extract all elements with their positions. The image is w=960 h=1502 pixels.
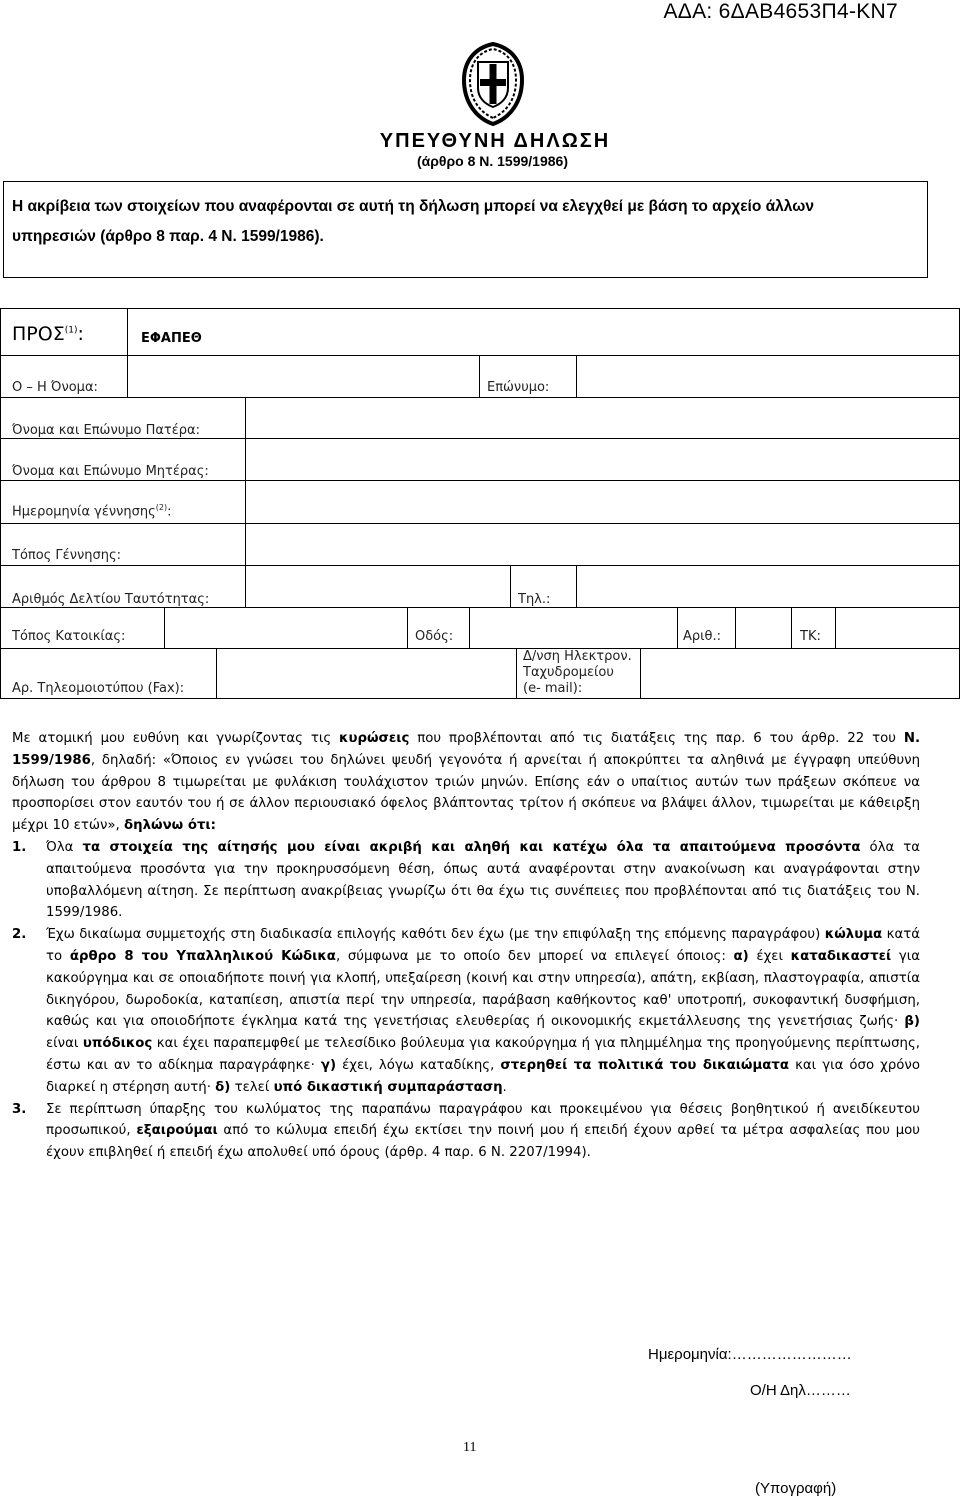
clause-3: 3. Σε περίπτωση ύπαρξης του κωλύματος της παραπάνω παραγράφου και προκειμένου για θέσεις βοηθητικού ή ανειδίκευτου προσωπικού, εξαιρούμαι από το κώλυμα επειδή έχω εκτίσει την ποινή μου ή επειδή έχουν αρθεί τα μέτρα ασφαλείας που μου έχουν επιβληθεί ή επειδή έχω απολυθεί υπό όρους (άρθρ. 4 παρ. 6 Ν. 2207/1994). [12,1101,920,1161]
street-label: Οδός: [415,629,454,644]
number-input[interactable] [736,608,792,648]
document-title: ΥΠΕΥΘΥΝΗ ΔΗΛΩΣΗ [379,130,611,152]
name-input[interactable] [128,356,480,397]
surname-label: Επώνυμο: [487,380,550,395]
form-row-name[interactable] [1,356,959,398]
fax-input[interactable] [217,649,517,698]
signature-label: (Υπογραφή) [755,1480,837,1497]
email-label-line-3: (e- mail): [523,681,583,696]
document-subtitle: (άρθρο 8 Ν. 1599/1986) [416,153,568,169]
accuracy-notice [3,181,928,278]
recipient-label: ΠΡΟΣ [12,323,65,345]
intro-paragraph: Με ατομική μου ευθύνη και γνωρίζοντας τις κυρώσεις που προβλέπονται από τις διατάξεις της παρ. 6 του άρθρ. 22 του Ν. 1599/1986, δηλαδή: «Όποιος εν γνώσει του δηλώνει ψευδή γεγονότα ή αρνείται ή αποκρύπτει τα αληθινά με έγγραφη υπεύθυνη δήλωση του άρθρου 8 τιμωρείται με φυλάκιση τουλάχιστον τριών μηνών. Επίσης εάν ο υπαίτιος αυτών των πράξεων σκόπευε να προσπορίσει στον εαυτόν του ή σε άλλον περιουσιακό όφελος βλάπτοντας τρίτον ή σκόπευε να βλάψει άλλον, τιμωρείται με κάθειρξη μέχρι 10 ετών», δηλώνω ότι: [12,731,920,834]
name-label: Ο – Η Όνομα: [12,380,98,395]
birthplace-label: Τόπος Γέννησης: [12,548,121,563]
fax-label: Αρ. Τηλεομοιοτύπου (Fax): [12,681,185,696]
recipient-value: ΕΦΑΠΕΘ [141,331,202,346]
notice-line-2: υπηρεσιών (άρθρο 8 παρ. 4 Ν. 1599/1986). [12,228,324,245]
email-label-line-1: Δ/νση Ηλεκτρον. [523,649,632,664]
birthdate-label: Ημερομηνία γέννησης [12,504,156,520]
email-label-line-2: Ταχυδρομείου [523,665,614,680]
signature-date: Ημερομηνία:…………………… [648,1346,852,1363]
notice-line-1: Η ακρίβεια των στοιχείων που αναφέρονται σε αυτή τη δήλωση μπορεί να ελεγχθεί με βάση το αρχείο άλλων [12,198,814,215]
form-row-recipient: ΠΡΟΣ$^{(1)}$: ΕΦΑΠΕΘ [1,309,959,356]
father-label: Όνομα και Επώνυμο Πατέρα: [12,423,200,438]
page-number: 11 [463,1440,477,1455]
mother-label: Όνομα και Επώνυμο Μητέρας: [12,464,209,479]
phone-label: Τηλ.: [518,592,551,607]
greek-emblem-icon [458,40,528,128]
postcode-label: ΤΚ: [800,629,821,644]
id-input[interactable] [246,566,511,607]
form-row-residence[interactable] [1,608,959,649]
street-input[interactable] [470,608,678,648]
form-row-birthplace[interactable] [1,524,959,566]
form-row-contact[interactable] [1,649,959,698]
clause-2: 2. Έχω δικαίωμα συμμετοχής στη διαδικασία επιλογής καθότι δεν έχω (με την επιφύλαξη της επόμενης παραγράφου) κώλυμα κατά το άρθρο 8 του Υπαλληλικού Κώδικα, σύμφωνα με το οποίο δεν μπορεί να επιλεγεί όποιος: α) έχει καταδικαστεί για κακούργημα και σε οποιαδήποτε ποινή για κλοπή, υπεξαίρεση (κοινή και στην υπηρεσία), απάτη, εκβίαση, πλαστογραφία, απιστία δικηγόρου, δωροδοκία, καταπίεση, απιστία περί την υπηρεσία, παράβαση καθήκοντος καθ' υποτροπή, συκοφαντική δυσφήμιση, καθώς και για οποιοδήποτε έγκλημα κατά της γενετήσιας ελευθερίας ή οικονομικής εκμετάλλευσης της γενετήσιας ζωής· β) είναι υπόδικος και έχει παραπεμφθεί με τελεσίδικο βούλευμα για κακούργημα ή για πλημμέλημα της προηγούμενης περίπτωσης, έστω και αν το αδίκημα παραγράφηκε· γ) έχει, λόγω καταδίκης, στερηθεί τα πολιτικά του δικαιώματα και για όσο χρόνο διαρκεί η στέρηση αυτή· δ) τελεί υπό δικαστική συμπαράσταση. [12,927,920,1095]
number-label: Αριθ.: [683,629,722,644]
declaration-form [0,308,960,699]
form-row-mother[interactable] [1,439,959,481]
clause-1: 1. Όλα τα στοιχεία της αίτησής μου είναι ακριβή και αληθή και κατέχω όλα τα απαιτούμενα προσόντα όλα τα απαιτούμενα προσόντα για την προκηρυσσόμενη θέση, όπως αυτά αναφέρονται στην ανακοίνωση και αναγράφονται στην υποβαλλόμενη αίτηση. Σε περίπτωση ανακρίβειας γνωρίζω ότι θα έχω τις συνέπειες που προβλέπονται από τις διατάξεις του Ν. 1599/1986. [12,839,920,921]
form-row-birthdate[interactable]: Ημερομηνία γέννησης$^{(2)}$: [1,481,959,524]
form-row-id[interactable] [1,566,959,608]
signature-declarant: Ο/Η Δηλ……… [750,1382,851,1399]
id-label: Αριθμός Δελτίου Ταυτότητας: [12,592,210,607]
recipient-footnote: (1) [64,325,78,336]
birthdate-footnote: (2) [155,503,168,512]
residence-label: Τόπος Κατοικίας: [12,629,126,644]
ada-code: ΑΔΑ: 6ΔΑΒ4653Π4-ΚΝ7 [663,0,898,23]
declaration-body [12,728,920,1164]
residence-input[interactable] [165,608,408,648]
form-row-father[interactable] [1,398,959,439]
